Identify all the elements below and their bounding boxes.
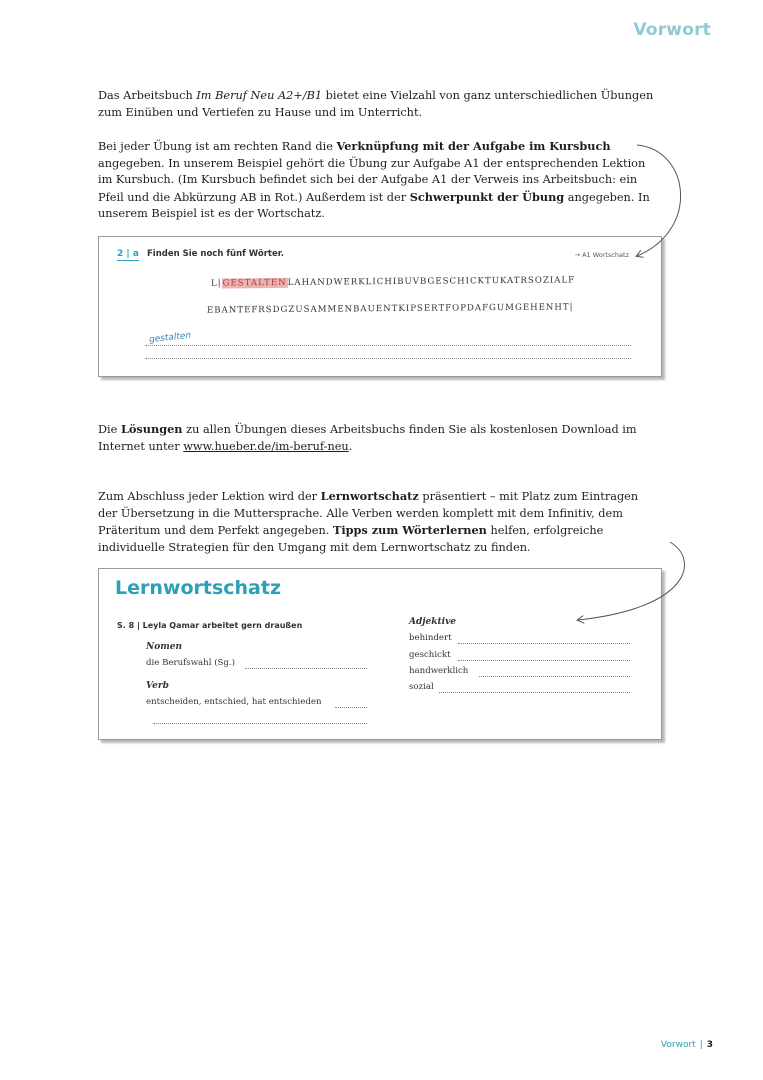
adjektive-heading: Adjektive	[409, 617, 457, 627]
footer-section: Vorwort	[660, 1040, 696, 1050]
lesson-section-heading: S. 8 | Leyla Qamar arbeitet gern draußen	[117, 621, 303, 630]
vocab-item: geschickt	[409, 650, 451, 660]
vocab-item: die Berufswahl (Sg.)	[146, 658, 236, 668]
exercise-number: 2 | a	[117, 249, 139, 259]
bold-term: Verknüpfung mit der Aufgabe im Kursbuch	[336, 139, 611, 153]
vocab-item: handwerklich	[409, 666, 469, 676]
bold-term: Tipps zum Wörterlernen	[332, 523, 487, 537]
page-footer	[661, 1040, 713, 1050]
text-run: zu allen Übungen dieses Arbeitsbuchs finden Sie als kostenlosen Download im Internet unter	[98, 423, 637, 453]
word-puzzle-line-2: EBANTEFRSDGZUSAMMENBAUENTKIPSERTFOPDAFGUMGEHENHT|	[206, 302, 574, 316]
vocab-item: sozial	[409, 682, 434, 692]
bold-term: Lernwortschatz	[320, 489, 419, 503]
exercise-instruction: Finden Sie noch fünf Wörter.	[147, 249, 284, 259]
vocab-item: entscheiden, entschied, hat entschieden	[146, 697, 322, 707]
text-run: helfen, erfolgreiche individuelle Strategien für den Umgang mit dem Lernwortschatz zu finden.	[98, 524, 604, 554]
vocab-item: behindert	[409, 633, 452, 643]
page-number: 3	[706, 1040, 713, 1050]
download-link[interactable]: www.hueber.de/im-beruf-neu	[183, 439, 349, 453]
text-run: Zum Abschluss jeder Lektion wird der	[98, 490, 321, 503]
text-run: angegeben. In unserem Beispiel ist es der Wortschatz.	[98, 190, 650, 220]
text-run: Bei jeder Übung ist am rechten Rand die	[98, 140, 337, 153]
text-run: Die	[98, 423, 121, 436]
arrow-to-adjektive	[578, 542, 685, 620]
text-run: .	[348, 439, 353, 453]
nomen-heading: Nomen	[146, 642, 183, 652]
text-run: präsentiert – mit Platz zum Eintragen der Übersetzung in die Muttersprache. Alle Verben werden komplett mit dem Infinitiv, dem Präteritum und dem Perfekt angegeben.	[98, 490, 639, 537]
puzzle-rest: LAHANDWERKLICHIBUVBGESCHICKTUKATRSOZIALF	[287, 275, 576, 288]
handwritten-answer: gestalten	[148, 330, 192, 346]
text-run: bietet eine Vielzahl von ganz unterschiedlichen Übungen zum Einüben und Vertiefen zu Hause und im Unterricht.	[98, 89, 654, 119]
page-header-title: Vorwort	[633, 20, 711, 40]
bold-term: Schwerpunkt der Übung	[409, 189, 565, 204]
arrow-to-exercise-reference	[637, 145, 681, 256]
book-title: Im Beruf Neu A2+/B1	[196, 89, 323, 102]
lernwortschatz-title: Lernwortschatz	[115, 577, 282, 599]
highlighted-word: GESTALTEN	[222, 277, 287, 289]
text-run: Das Arbeitsbuch	[98, 89, 197, 102]
bold-term: Lösungen	[120, 422, 183, 436]
verb-heading: Verb	[146, 681, 169, 691]
exercise-reference: → A1 Wortschatz	[574, 251, 629, 259]
puzzle-prefix: L|	[210, 278, 222, 289]
text-run: angegeben. In unserem Beispiel gehört die Übung zur Aufgabe A1 der entsprechenden Lektion im Kursbuch. (Im Kursbuch befindet sich bei der Aufgabe A1 der Verweis ins Arbeitsbuch: ein Pfeil und die Abkürzung AB in Rot.) Außerdem ist der	[98, 156, 646, 204]
footer-separator: |	[699, 1040, 703, 1050]
